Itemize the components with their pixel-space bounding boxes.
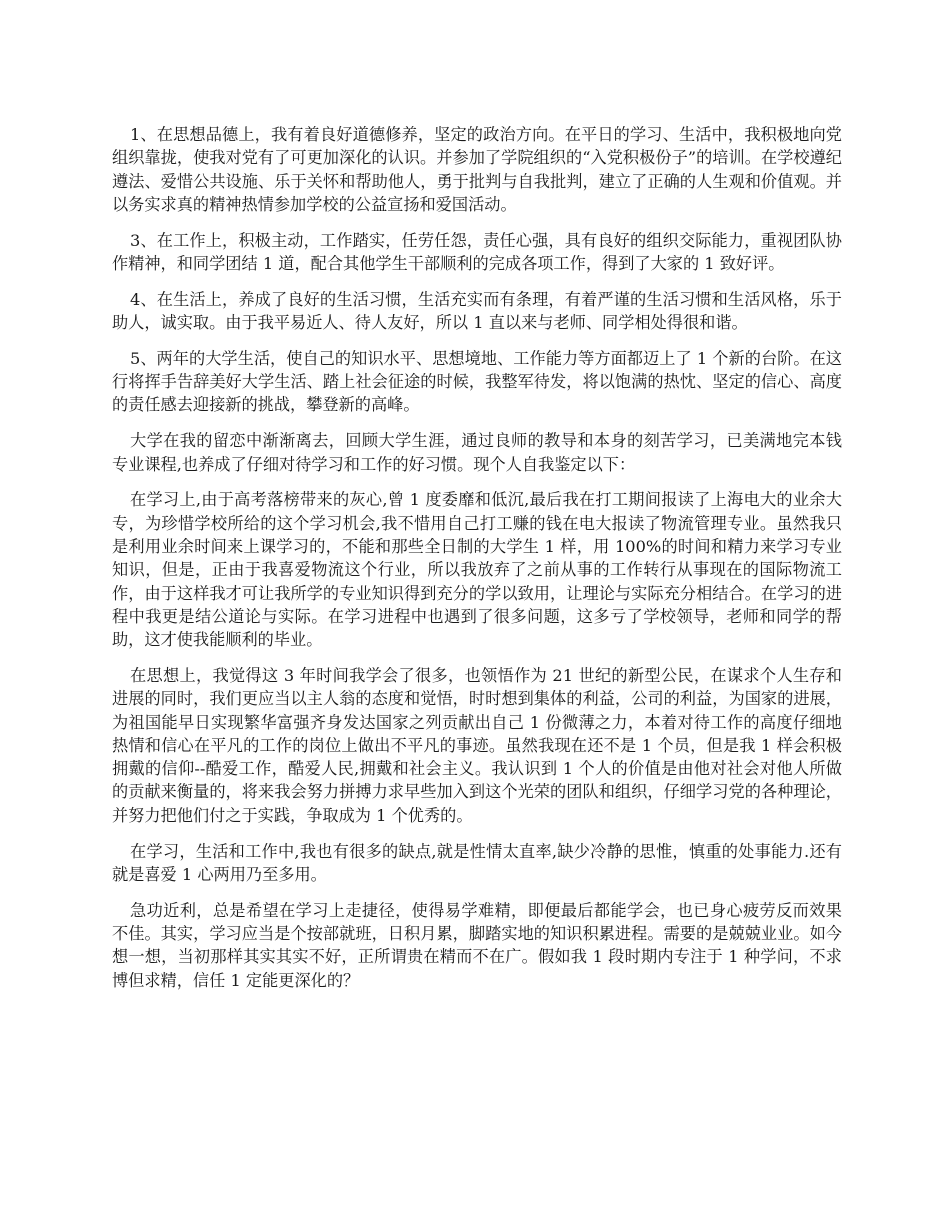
- paragraph-7: 在思想上，我觉得这 3 年时间我学会了很多，也领悟作为 21 世纪的新型公民，在谋求个人生存和进展的同时，我们更应当以主人翁的态度和觉悟，时时想到集体的利益，公司的利益，为国家的进展，为祖国能早日实现繁华富强齐身发达国家之列贡献出自己 1 份微薄之力，本着对待工作的高度仔细地热情和信心在平凡的工作的岗位上做出不平凡的事迹。虽然我现在还不是 1 个员，但是我 1 样会积极拥戴的信仰--酷爱工作，酷爱人民,拥戴和社会主义。我认识到 1 个人的价值是由他对社会对他人所做的贡献来衡量的，将来我会努力拼搏力求早些加入到这个光荣的团队和组织，仔细学习党的各种理论，并努力把他们付之于实践，争取成为 1 个优秀的。: [112, 665, 842, 825]
- paragraph-4: 5、两年的大学生活，使自己的知识水平、思想境地、工作能力等方面都迈上了 1 个新的台阶。在这行将挥手告辞美好大学生活、踏上社会征途的时候，我整军待发，将以饱满的热忱、坚定的信心、高度的责任感去迎接新的挑战，攀登新的高峰。: [112, 348, 842, 415]
- paragraph-2: 3、在工作上，积极主动，工作踏实，任劳任怨，责任心强，具有良好的组织交际能力，重视团队协作精神，和同学团结 1 道，配合其他学生干部顺利的完成各项工作，得到了大家的 1 致好评。: [112, 230, 842, 273]
- paragraph-6: 在学习上,由于高考落榜带来的灰心,曾 1 度委靡和低沉,最后我在打工期间报读了上海电大的业余大专，为珍惜学校所给的这个学习机会,我不惜用自己打工赚的钱在电大报读了物流管理专业。虽然我只是利用业余时间来上课学习的，不能和那些全日制的大学生 1 样，用 100%的时间和精力来学习专业知识，但是，正由于我喜爱物流这个行业，所以我放弃了之前从事的工作转行从事现在的国际物流工作，由于这样我才可让我所学的专业知识得到充分的学以致用，让理论与实际充分相结合。在学习的进程中我更是结公道论与实际。在学习进程中也遇到了很多问题，这多亏了学校领导，老师和同学的帮助，这才使我能顺利的毕业。: [112, 490, 842, 650]
- paragraph-3: 4、在生活上，养成了良好的生活习惯，生活充实而有条理，有着严谨的生活习惯和生活风格，乐于助人，诚实取。由于我平易近人、待人友好，所以 1 直以来与老师、同学相处得很和谐。: [112, 289, 842, 333]
- paragraph-5: 大学在我的留恋中渐渐离去，回顾大学生涯，通过良师的教导和本身的刻苦学习，已美满地完本钱专业课程,也养成了仔细对待学习和工作的好习惯。现个人自我鉴定以下：: [112, 431, 842, 474]
- document-body: [112, 123, 842, 1004]
- paragraph-8: 在学习，生活和工作中,我也有很多的缺点,就是性情太直率,缺少冷静的思惟，慎重的处事能力.还有就是喜爱 1 心两用乃至多用。: [112, 841, 842, 884]
- paragraph-1: 1、在思想品德上，我有着良好道德修养，坚定的政治方向。在平日的学习、生活中，我积极地向党组织靠拢，使我对党有了可更加深化的认识。并参加了学院组织的“入党积极份子”的培训。在学校遵纪遵法、爱惜公共设施、乐于关怀和帮助他人，勇于批判与自我批判，建立了正确的人生观和价值观。并以务实求真的精神热情参加学校的公益宣扬和爱国活动。: [112, 125, 842, 214]
- paragraph-9: 急功近利，总是希望在学习上走捷径，使得易学难精，即便最后都能学会，也已身心疲劳反而效果不佳。其实，学习应当是个按部就班，日积月累，脚踏实地的知识积累进程。需要的是兢兢业业。如今想一想，当初那样其实其实不好，正所谓贵在精而不在广。假如我 1 段时期内专注于 1 种学问，不求博但求精，信任 1 定能更深化的？: [112, 900, 842, 990]
